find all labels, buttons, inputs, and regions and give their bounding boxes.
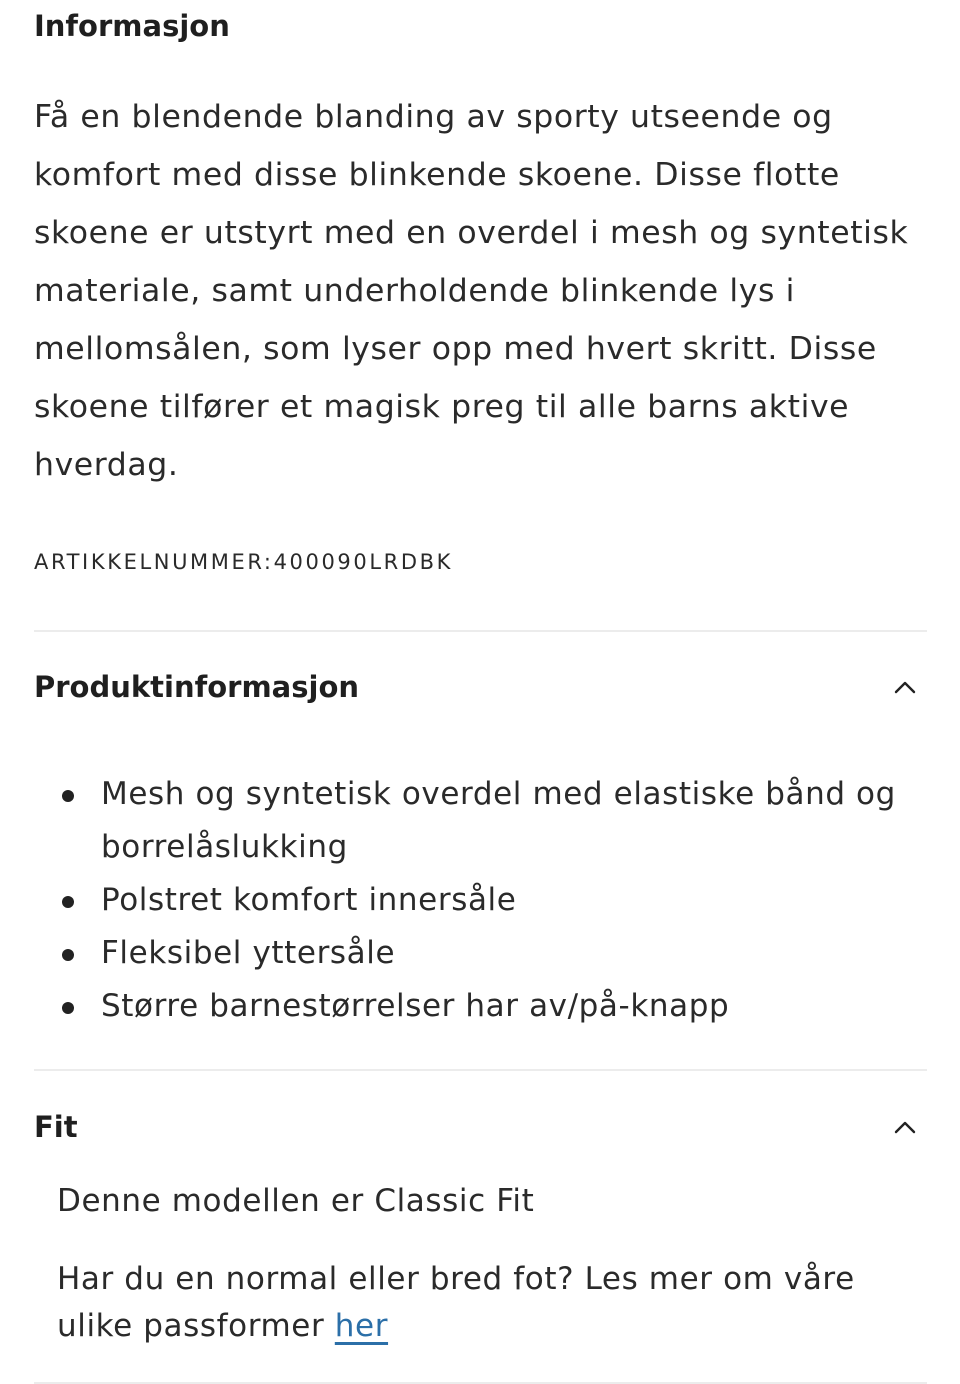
chevron-up-icon[interactable]	[883, 665, 927, 709]
product-info-list	[58, 768, 908, 1033]
list-item: Polstret komfort innersåle	[58, 874, 908, 927]
chevron-up-icon[interactable]	[883, 1105, 927, 1149]
product-description: Få en blendende blanding av sporty utseende og komfort med disse blinkende skoene. Disse flotte skoene er utstyrt med en overdel i mesh og syntetisk materiale, samt underholdende blinkende lys i mellomsålen, som lyser opp med hvert skritt. Disse skoene tilfører et magisk preg til alle barns aktive hverdag.	[34, 99, 909, 483]
list-item: Mesh og syntetisk overdel med elastiske bånd og borrelåslukking	[58, 768, 908, 874]
product-info-title: Produktinformasjon	[34, 670, 360, 704]
article-number: ARTIKKELNUMMER:400090LRDBK	[34, 550, 453, 574]
list-item: Større barnestørrelser har av/på-knapp	[58, 980, 908, 1033]
fit-title: Fit	[34, 1110, 78, 1144]
fit-question-label: Har du en normal eller bred fot? Les mer om våre ulike passformer	[57, 1261, 855, 1344]
fit-accordion-header[interactable]	[34, 1103, 927, 1151]
fit-question-text	[57, 1256, 907, 1350]
divider	[34, 630, 927, 632]
product-info-accordion-header[interactable]	[34, 663, 927, 711]
divider	[34, 1069, 927, 1071]
fit-model-text: Denne modellen er Classic Fit	[57, 1183, 535, 1219]
list-item: Fleksibel yttersåle	[58, 927, 908, 980]
information-heading: Informasjon	[34, 9, 230, 43]
fit-guide-link[interactable]: her	[334, 1308, 389, 1344]
